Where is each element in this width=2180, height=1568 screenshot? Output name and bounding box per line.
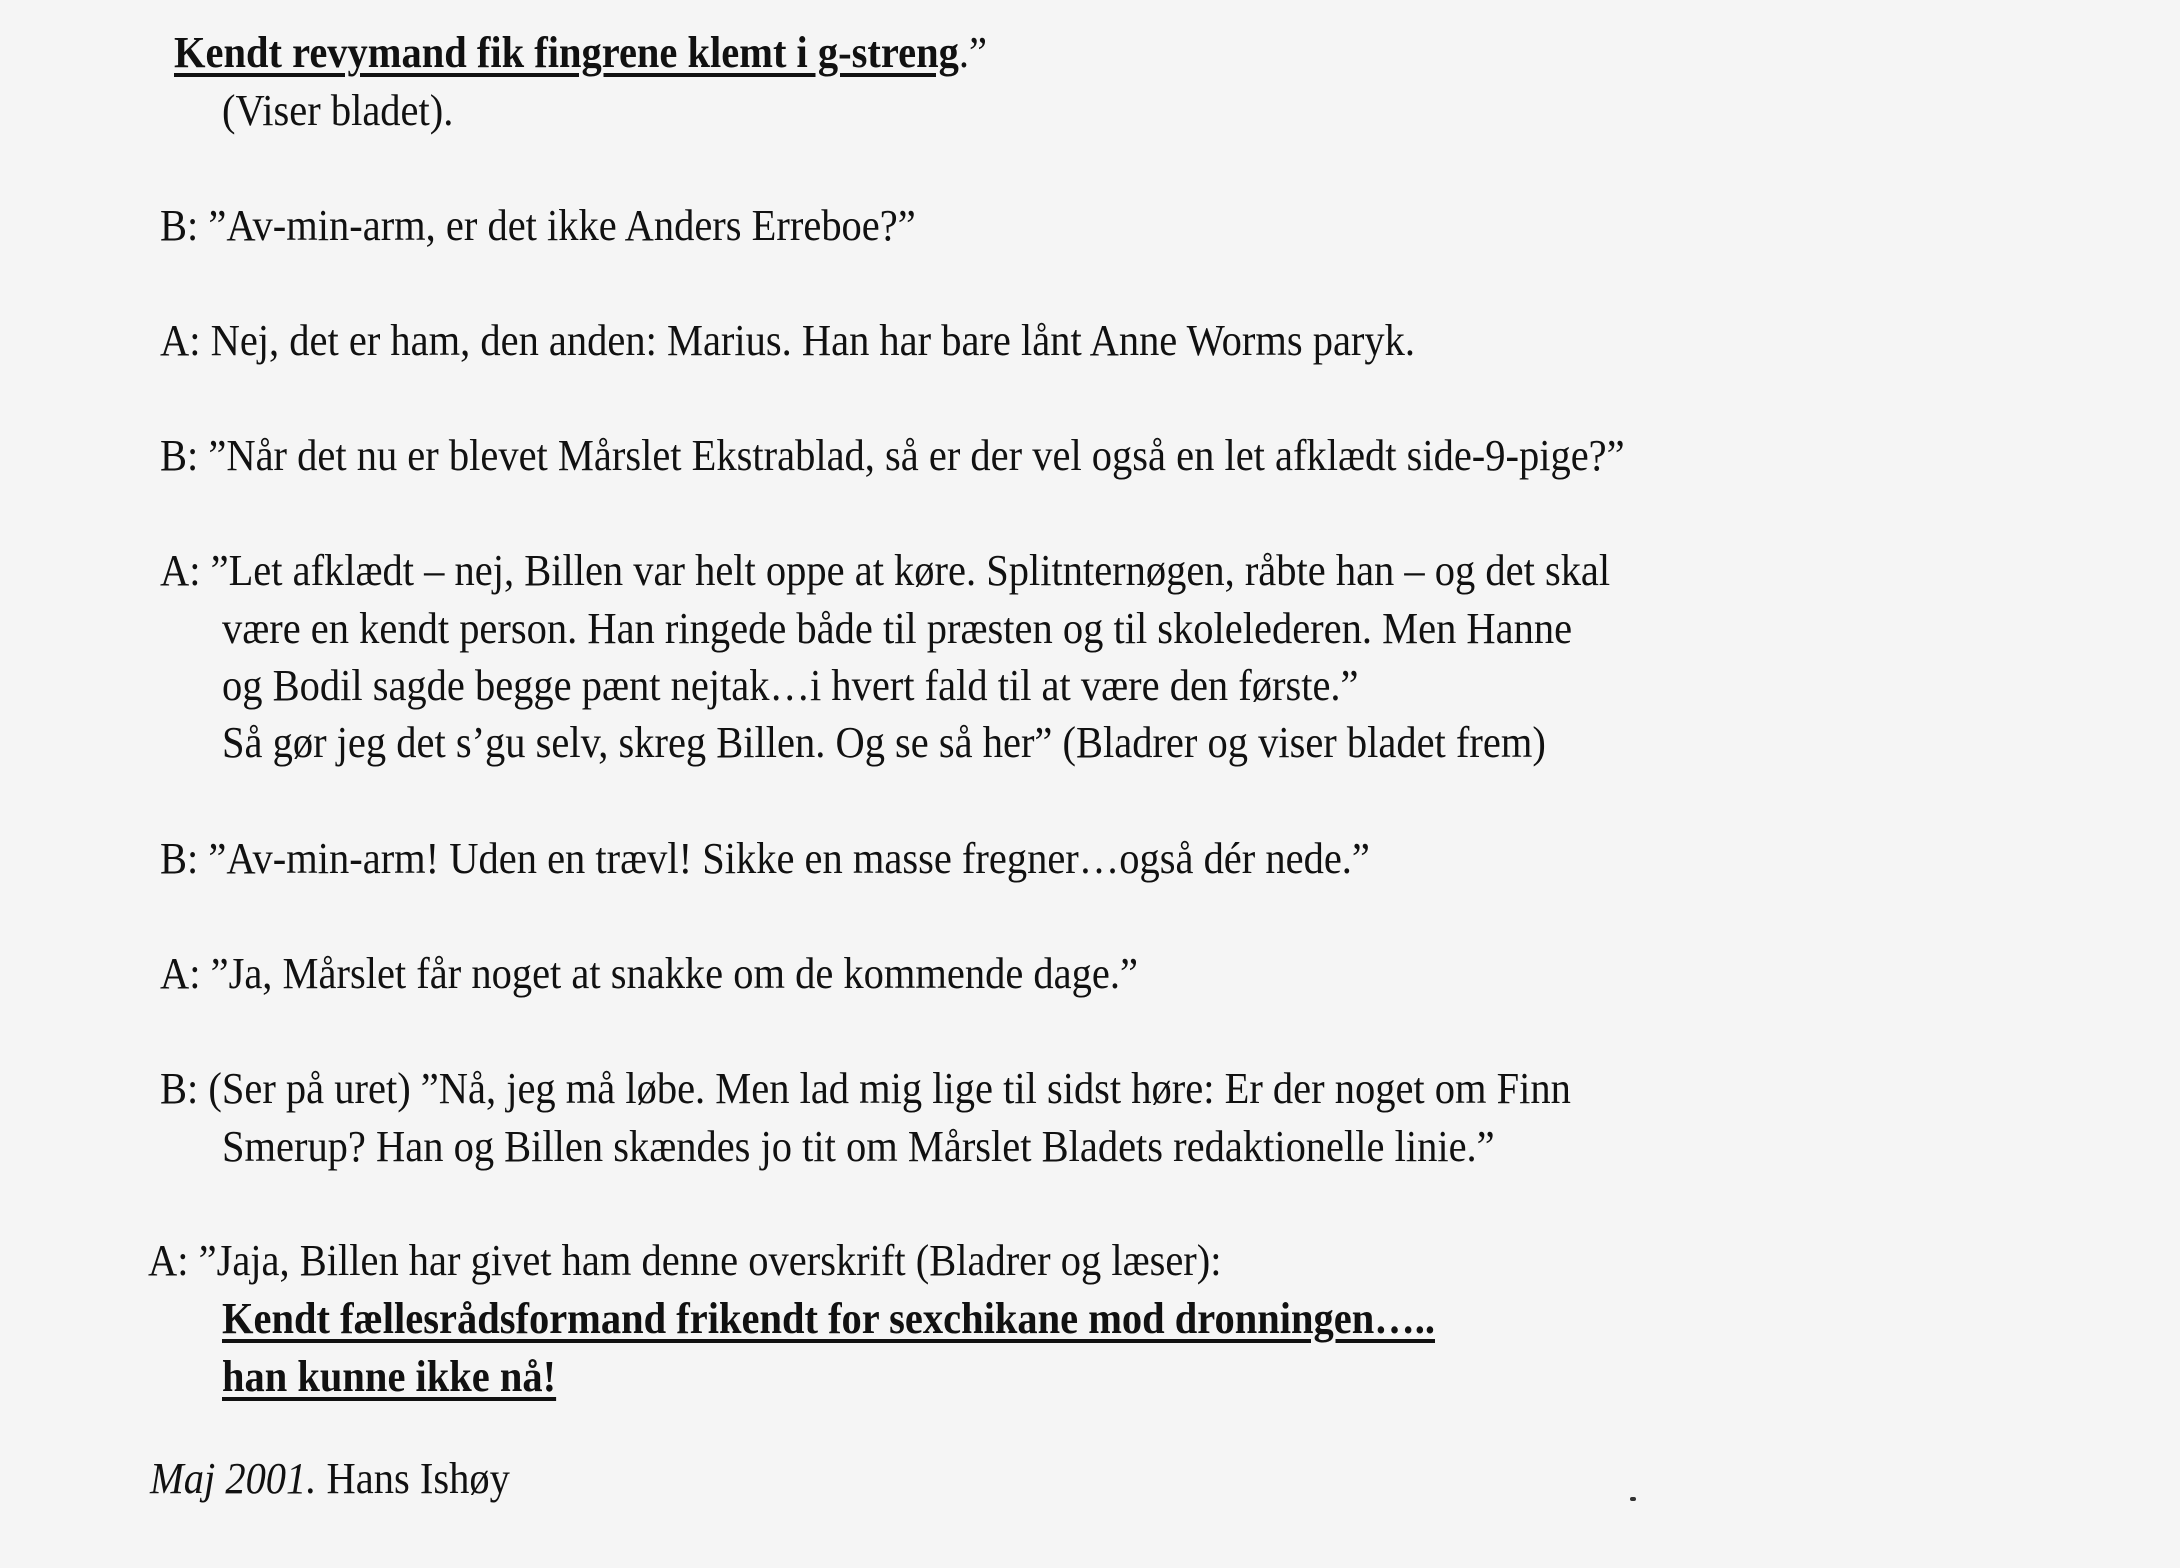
headline-top [174, 24, 987, 81]
dialogue-line: B: (Ser på uret) ”Nå, jeg må løbe. Men lad mig lige til sidst høre: Er der noget om Finn [160, 1064, 1571, 1113]
stage-direction: (Viser bladet). [222, 86, 454, 135]
dialogue-line: A: ”Jaja, Billen har givet ham denne overskrift (Bladrer og læser): [148, 1236, 1222, 1285]
dialogue-line: A: ”Ja, Mårslet får noget at snakke om de kommende dage.” [160, 949, 1138, 998]
signature-date: Maj 2001. [150, 1454, 317, 1503]
dialogue-line: A: Nej, det er ham, den anden: Marius. Han har bare lånt Anne Worms paryk. [160, 316, 1416, 365]
headline-bottom: Kendt fællesrådsformand frikendt for sexchikane mod dronningen….. [222, 1294, 1436, 1343]
dialogue-line: Så gør jeg det s’gu selv, skreg Billen. Og se så her” (Bladrer og viser bladet frem) [222, 718, 1546, 767]
dialogue-line: være en kendt person. Han ringede både til præsten og til skolelederen. Men Hanne [222, 604, 1573, 653]
scan-speck [1630, 1497, 1636, 1501]
signature-author: Hans Ishøy [316, 1454, 510, 1503]
dialogue-line: B: ”Av-min-arm, er det ikke Anders Erreboe?” [160, 201, 916, 250]
dialogue-line: A: ”Let afklædt – nej, Billen var helt oppe at køre. Splitnternøgen, råbte han – og det skal [160, 546, 1611, 595]
dialogue-line: Smerup? Han og Billen skændes jo tit om Mårslet Bladets redaktionelle linie.” [222, 1122, 1495, 1171]
headline-top-end: .” [958, 28, 987, 77]
dialogue-line: B: ”Av-min-arm! Uden en trævl! Sikke en masse fregner…også dér nede.” [160, 834, 1370, 883]
signature [150, 1450, 510, 1507]
headline-bottom: han kunne ikke nå! [222, 1352, 557, 1401]
dialogue-line: og Bodil sagde begge pænt nejtak…i hvert fald til at være den første.” [222, 661, 1359, 710]
headline-top-text: Kendt revymand fik fingrene klemt i g-streng [174, 28, 959, 77]
dialogue-line: B: ”Når det nu er blevet Mårslet Ekstrablad, så er der vel også en let afklædt side-9-pige?” [160, 431, 1625, 480]
